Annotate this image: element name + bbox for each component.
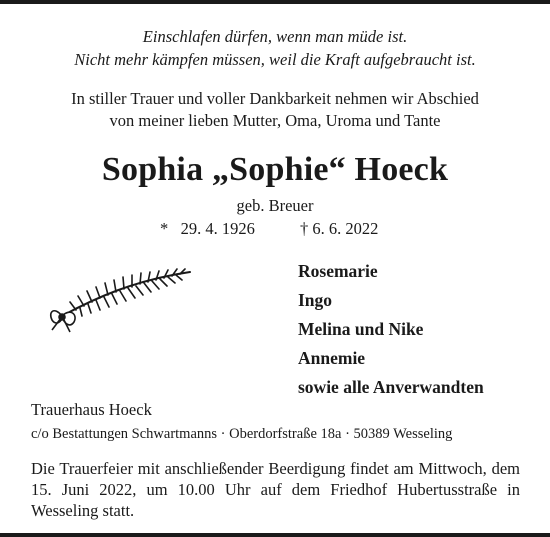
deceased-name: Sophia „Sophie“ Hoeck (101, 151, 449, 188)
mourner-name: Annemie (298, 348, 366, 368)
intro-line-1: In stiller Trauer und voller Dankbarkeit nehmen wir Abschied (71, 89, 479, 108)
mourner-name: sowie alle Anverwandten (298, 377, 484, 397)
funeral-home-address: c/o Bestattungen Schwartmanns · Oberdorfstraße 18a · 50389 Wesseling (31, 426, 453, 442)
verse-line-2: Nicht mehr kämpfen müssen, weil die Kraft aufgebraucht ist. (74, 50, 476, 69)
birth-symbol: * (160, 219, 169, 238)
funeral-home-name: Trauerhaus Hoeck (31, 400, 152, 419)
mourner-name: Ingo (298, 290, 333, 310)
death-date-line (300, 219, 378, 239)
birth-date-line (160, 219, 255, 239)
palm-frond-with-bow-icon (40, 266, 195, 338)
death-date: 6. 6. 2022 (312, 219, 379, 238)
intro-line-2: von meiner lieben Mutter, Oma, Uroma und Tante (109, 111, 441, 130)
birth-date: 29. 4. 1926 (180, 219, 255, 238)
ceremony-details: Die Trauerfeier mit anschließender Beerdigung findet am Mittwoch, dem 15. Juni 2022, um 10.00 Uhr auf dem Friedhof Hubertusstraße in Wesseling statt. (31, 459, 520, 520)
mourner-name: Melina und Nike (298, 319, 424, 339)
maiden-name: geb. Breuer (236, 196, 314, 215)
death-symbol: † (300, 219, 309, 238)
verse-line-1: Einschlafen dürfen, wenn man müde ist. (142, 27, 408, 46)
mourner-name: Rosemarie (298, 261, 378, 281)
